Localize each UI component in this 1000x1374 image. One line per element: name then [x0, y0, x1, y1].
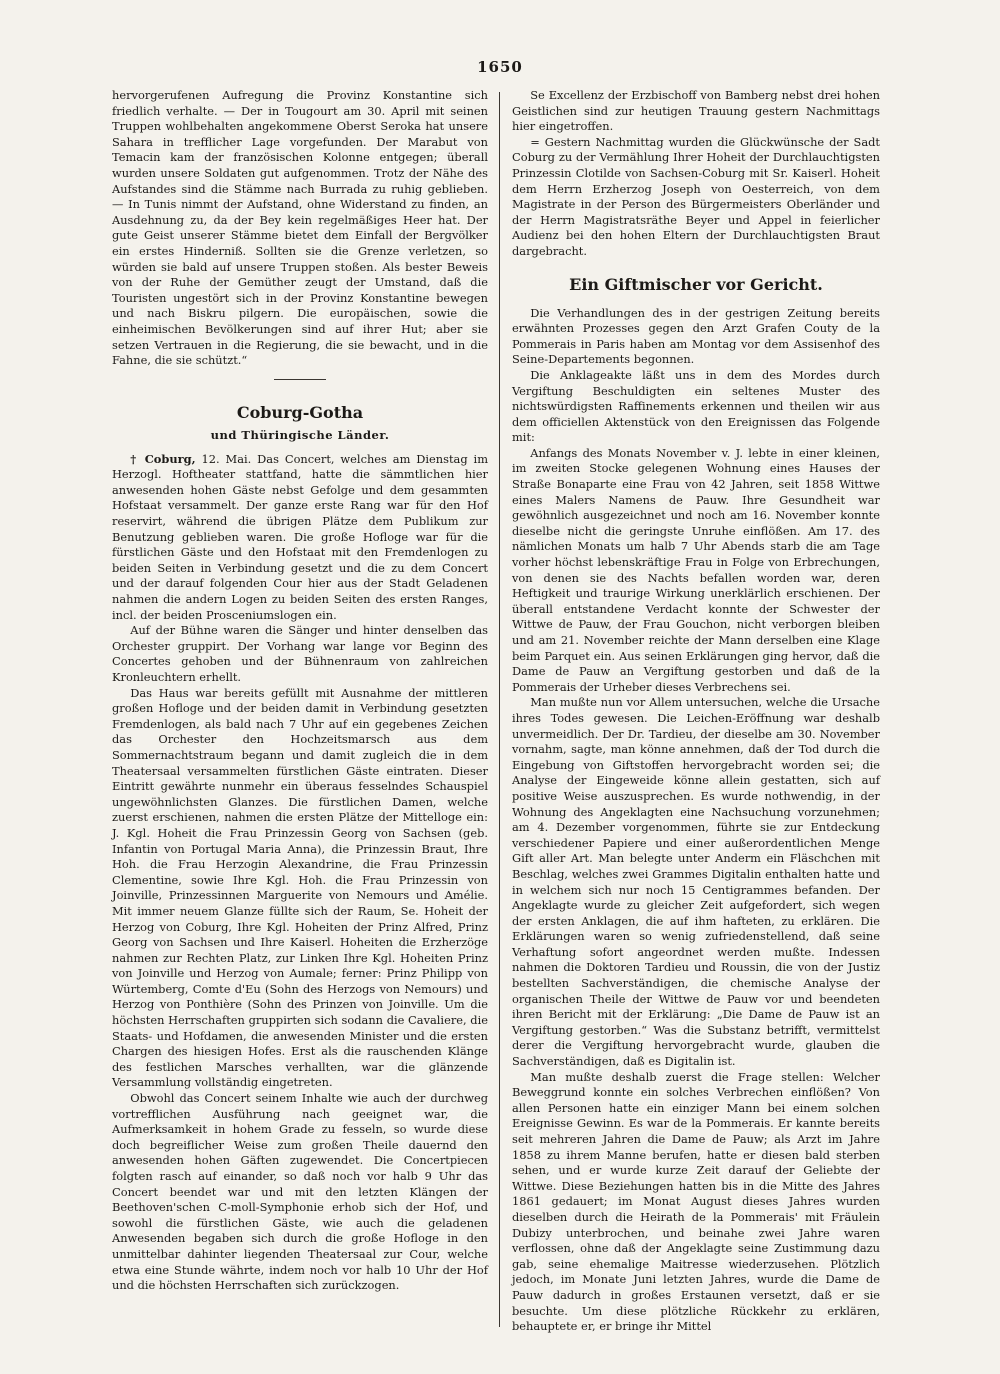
column-divider	[499, 92, 500, 1327]
investigation-paragraph: Man mußte nun vor Allem untersuchen, welche die Ursache ihres Todes gewesen. Die Leichen-Eröffnung war deshalb unvermeidlich. Der Dr. Tardieu, der dieselbe am 30. November vornahm, sagte, man könne annehmen, daß der Tod durch die Eingebung von Giftstoffen hervorgebracht worden sei; die Analyse der Eingeweide könne allein gestatten, sich auf positive Weise auszusprechen. Es wurde nothwendig, in der Wohnung des Angeklagten eine Nachsuchung vorzunehmen; am 4. Dezember vorgenommen, führte sie zur Entdeckung verschiedener Papiere und einer außerordentlichen Menge Gift aller Art. Man belegte unter Anderm ein Fläschchen mit Beschlag, welches zwei Grammes Digitalin enthalten hatte und in welchem sich nur noch 15 Centigrammes befanden. Der Angeklagte wurde zu gleicher Zeit aufgefordert, sich wegen der ersten Anklagen, die auf ihm hafteten, zu erklären. Die Erklärungen waren so wenig zufriedenstellend, daß seine Verhaftung sofort angeordnet werden mußte. Indessen nahmen die Doktoren Tardieu und Roussin, die von der Justiz bestellten Sachverständigen, die chemische Analyse der organischen Theile der Wittwe de Pauw vor und beendeten ihren Bericht mit der Erklärung: „Die Dame de Pauw ist an Vergiftung gestorben.“ Was die Substanz betrifft, vermittelst derer die Vergiftung hervorgebracht wurde, glauben die Sachverständigen, daß es Digitalin ist.	[512, 695, 880, 1069]
poisoner-trial-heading: Ein Giftmischer vor Gericht.	[569, 274, 823, 294]
dateline: † Coburg,	[130, 451, 196, 466]
indictment-paragraph: Die Anklageakte läßt uns in dem des Mordes durch Vergiftung Beschuldigten ein seltenes Muster des nichtswürdigsten Raffinements erkennen und theilen wir aus dem officiellen Aktenstück von den Ereignissen das Folgende mit:	[512, 367, 880, 445]
guests-paragraph: Das Haus war bereits gefüllt mit Ausnahme der mittleren großen Hofloge und der beiden damit in Verbindung gesetzten Fremdenlogen, als bald nach 7 Uhr auf ein gegebenes Zeichen das Orchester den Hochzeitsmarsch aus dem Sommernachtstraum begann und damit zugleich die in dem Theatersaal versammelten fürstlichen Gäste eintraten. Dieser Eintritt gewährte nunmehr ein überaus fesselndes Schauspiel ungewöhnlichsten Glanzes. Die fürstlichen Damen, welche zuerst erschienen, nahmen die ersten Plätze der Mittelloge ein: J. Kgl. Hoheit die Frau Prinzessin Georg von Sachsen (geb. Infantin von Portugal Maria Anna), die Prinzessin Braut, Ihre Hoh. die Frau Herzogin Alexandrine, die Frau Prinzessin Clementine, sowie Ihre Kgl. Hoh. die Frau Prinzessin von Joinville, Prinzessinnen Marguerite von Nemours und Amélie. Mit immer neuem Glanze füllte sich der Raum, Se. Hoheit der Herzog von Coburg, Ihre Kgl. Hoheiten der Prinz Alfred, Prinz Georg von Sachsen und Ihre Kaiserl. Hoheiten die Erzherzöge nahmen zur Rechten Platz, zur Linken Ihre Kgl. Hoheiten Prinz von Joinville und Herzog von Aumale; ferner: Prinz Philipp von Würtemberg, Comte d'Eu (Sohn des Herzogs von Nemours) und Herzog von Ponthière (Sohn des Prinzen von Joinville. Um die höchsten Herrschaften gruppirten sich sodann die Cavaliere, die Staats- und Hofdamen, die anwesenden Minister und die ersten Chargen des hiesigen Hofes. Erst als die rauschenden Klänge des festlichen Marsches verhallten, war die glänzende Versammlung vollständig eingetreten.	[112, 685, 488, 1090]
motive-paragraph: Man mußte deshalb zuerst die Frage stellen: Welcher Beweggrund konnte ein solches Verbrechen einflößen? Von allen Personen hatte ein einziger Mann bei einem solchen Ereignisse Gewinn. Es war de la Pommerais. Er kannte bereits seit mehreren Jahren die Dame de Pauw; als Arzt im Jahre 1858 zu ihrem Manne berufen, hatte er diesen bald sterben sehen, und er wurde kurze Zeit darauf der Geliebte der Wittwe. Diese Beziehungen hatten bis in die Mitte des Jahres 1861 gedauert; im Monat August dieses Jahres wurden dieselben durch die Heirath de la Pommerais' mit Fräulein Dubizy unterbrochen, und beinahe zwei Jahre waren verflossen, ohne daß der Angeklagte seine Zustimmung dazu gab, seine ehemalige Maitresse wiederzusehen. Plötzlich jedoch, im Monate Juni letzten Jahres, wurde die Dame de Pauw dadurch in großes Erstaunen versetzt, daß er sie besuchte. Um diese plötzliche Rückkehr zu erklären, behauptete er, er bringe ihr Mittel	[512, 1069, 880, 1334]
congratulations-paragraph: = Gestern Nachmittag wurden die Glückwünsche der Sadt Coburg zu der Vermählung Ihrer Hoheit der Durchlauchtigsten Prinzessin Clotilde von Sachsen-Coburg mit Sr. Kaiserl. Hoheit dem Herrn Erzherzog Joseph von Oesterreich, von dem Magistrate in der Person des Bürgermeisters Oberländer und der Herrn Magistratsräthe Beyer und Appel in feierlicher Audienz bei den hohen Eltern der Durchlauchtigsten Braut dargebracht.	[512, 134, 880, 258]
right-column	[512, 88, 880, 1335]
page-number: 1650	[477, 58, 523, 76]
trial-intro-paragraph: Die Verhandlungen des in der gestrigen Zeitung bereits erwähnten Prozesses gegen den Arzt Grafen Couty de la Pommerais in Paris haben am Montag vor dem Assisenhof des Seine-Departements begonnen.	[512, 305, 880, 367]
concert-paragraph	[112, 452, 488, 624]
concert-text: 12. Mai. Das Concert, welches am Dienstag im Herzogl. Hoftheater stattfand, hatte die sämmtlichen hier anwesenden hohen Gäste nebst Gefolge und dem gesammten Hofstaat versammelt. Der ganze erste Rang war für den Hof reservirt, während die übrigen Plätze dem Publikum zur Benutzung geblieben waren. Die große Hofloge war für die fürstlichen Gäste und den Hofstaat mit den Fremdenlogen zu beiden Seiten in Verbindung gesetzt und die zu dem Concert und der darauf folgenden Cour hier aus der Stadt Geladenen nahmen die andern Logen zu beiden Seiten des ersten Ranges, incl. der beiden Prosceniumslogen ein.	[112, 451, 489, 622]
events-paragraph: Anfangs des Monats November v. J. lebte in einer kleinen, im zweiten Stocke gelegenen Wohnung eines Hauses der Straße Bonaparte eine Frau von 42 Jahren, seit 1858 Wittwe eines Malers Namens de Pauw. Ihre Gesundheit war gewöhnlich ausgezeichnet und noch am 16. November konnte dieselbe nicht die geringste Unruhe einflößen. Am 17. des nämlichen Monats um halb 7 Uhr Abends starb die am Tage vorher höchst lebenskräftige Frau in Folge von Erbrechungen, von denen sie des Nachts befallen worden war, deren Heftigkeit und traurige Wirkung unerklärlich erschienen. Der überall entstandene Verdacht konnte der Schwester der Wittwe de Pauw, der Frau Gouchon, nicht verborgen bleiben und am 21. November reichte der Mann derselben eine Klage beim Parquet ein. Aus seinen Erklärungen ging hervor, daß die Dame de Pauw an Vergiftung gestorben und daß de la Pommerais der Urheber dieses Verbrechens sei.	[512, 445, 880, 694]
stage-paragraph: Auf der Bühne waren die Sänger und hinter denselben das Orchester gruppirt. Der Vorhang war lange vor Beginn des Concertes gehoben und der Bühnenraum von zahlreichen Kronleuchtern erhellt.	[112, 623, 488, 684]
archbishop-paragraph: Se Excellenz der Erzbischoff von Bamberg nebst drei hohen Geistlichen sind zur heutigen Trauung gestern Nachmittags hier eingetroffen.	[512, 88, 880, 134]
coburg-gotha-heading: Coburg-Gotha	[236, 402, 364, 422]
section-divider	[274, 379, 326, 380]
coburg-gotha-subheading: und Thüringische Länder.	[210, 427, 390, 442]
algeria-report-paragraph: hervorgerufenen Aufregung die Provinz Konstantine sich friedlich verhalte. — Der in Tougourt am 30. April mit seinen Truppen wohlbehalten angekommene Oberst Seroka hat unsere Sahara in trefflicher Lage vorgefunden. Der Marabut von Temacin kam der französischen Kolonne entgegen; überall wurden unsere Soldaten gut aufgenommen. Trotz der Nähe des Aufstandes sind die Stämme nach Burrada zu ruhig geblieben. — In Tunis nimmt der Aufstand, ohne Widerstand zu finden, an Ausdehnung zu, da der Bey kein regelmäßiges Heer hat. Der gute Geist unserer Stämme bietet dem Einfall der Bergvölker ein erstes Hinderniß. Sollten sie die Grenze verletzen, so würden sie bald auf unsere Truppen stoßen. Als bester Beweis von der Ruhe der Gemüther zeugt der Umstand, daß die Touristen ungestört sich in der Provinz Konstantine bewegen und nach Biskru pilgern. Die europäischen, sowie die einheimischen Bevölkerungen sind auf ihrer Hut; aber sie setzen Vertrauen in die Regierung, die sie bewacht, und in die Fahne, die sie schützt.“	[112, 88, 488, 368]
program-paragraph: Obwohl das Concert seinem Inhalte wie auch der durchweg vortrefflichen Ausführung nach geeignet war, die Aufmerksamkeit in hohem Grade zu fesseln, so wurde diese doch begreiflicher Weise zum großen Theile dauernd den anwesenden hohen Gäften zugewendet. Die Concertpiecen folgten rasch auf einander, so daß noch vor halb 9 Uhr das Concert beendet war und mit den letzten Klängen der Beethoven'schen C-moll-Symphonie erhob sich der Hof, und sowohl die fürstlichen Gäste, wie auch die geladenen Anwesenden begaben sich durch die große Hofloge in den unmittelbar dahinter liegenden Theatersaal zur Cour, welche etwa eine Stunde währte, indem noch vor halb 10 Uhr der Hof und die höchsten Herrschaften sich zurückzogen.	[112, 1091, 488, 1293]
left-column	[112, 88, 488, 1294]
